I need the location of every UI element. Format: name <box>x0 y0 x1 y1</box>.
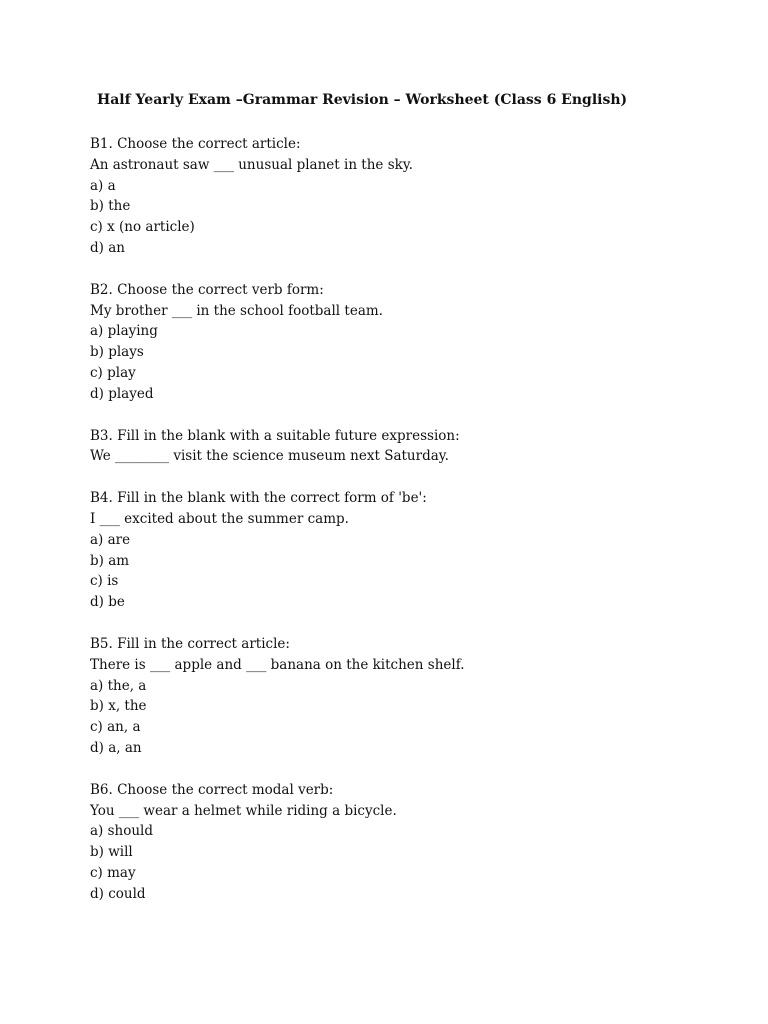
question-prompt: B2. Choose the correct verb form: <box>90 281 324 298</box>
question-b2 <box>90 280 690 405</box>
question-b5 <box>90 634 690 759</box>
option-c: c) may <box>90 864 136 881</box>
question-sentence: I ___ excited about the summer camp. <box>90 510 349 527</box>
option-d: d) played <box>90 385 154 402</box>
option-b: b) am <box>90 552 130 569</box>
question-sentence: We ________ visit the science museum next Saturday. <box>90 448 449 465</box>
question-b6 <box>90 780 690 905</box>
question-prompt: B3. Fill in the blank with a suitable future expression: <box>90 427 460 444</box>
option-a: a) playing <box>90 323 158 340</box>
question-sentence: My brother ___ in the school football team. <box>90 302 383 319</box>
option-a: a) are <box>90 531 131 548</box>
option-d: d) a, an <box>90 739 142 756</box>
option-c: c) play <box>90 364 136 381</box>
option-c: c) x (no article) <box>90 219 195 236</box>
question-b3 <box>90 426 690 468</box>
option-b: b) x, the <box>90 698 147 715</box>
worksheet-title: Half Yearly Exam –Grammar Revision – Worksheet (Class 6 English) <box>97 92 628 108</box>
question-sentence: There is ___ apple and ___ banana on the kitchen shelf. <box>90 656 465 673</box>
option-d: d) be <box>90 594 125 611</box>
question-prompt: B5. Fill in the correct article: <box>90 635 290 652</box>
option-b: b) plays <box>90 344 144 361</box>
option-c: c) an, a <box>90 719 141 736</box>
question-b1 <box>90 134 690 259</box>
question-sentence: You ___ wear a helmet while riding a bicycle. <box>90 802 397 819</box>
option-d: d) an <box>90 239 125 256</box>
option-b: b) will <box>90 844 133 861</box>
option-a: a) the, a <box>90 677 147 694</box>
option-a: a) a <box>90 177 116 194</box>
question-prompt: B1. Choose the correct article: <box>90 136 301 152</box>
option-a: a) should <box>90 823 154 840</box>
question-list <box>90 134 690 926</box>
question-prompt: B6. Choose the correct modal verb: <box>90 781 334 798</box>
option-d: d) could <box>90 885 146 902</box>
option-b: b) the <box>90 198 131 215</box>
question-b4 <box>90 488 690 613</box>
option-c: c) is <box>90 573 119 590</box>
question-prompt: B4. Fill in the blank with the correct form of 'be': <box>90 490 427 507</box>
question-sentence: An astronaut saw ___ unusual planet in the sky. <box>90 156 413 173</box>
